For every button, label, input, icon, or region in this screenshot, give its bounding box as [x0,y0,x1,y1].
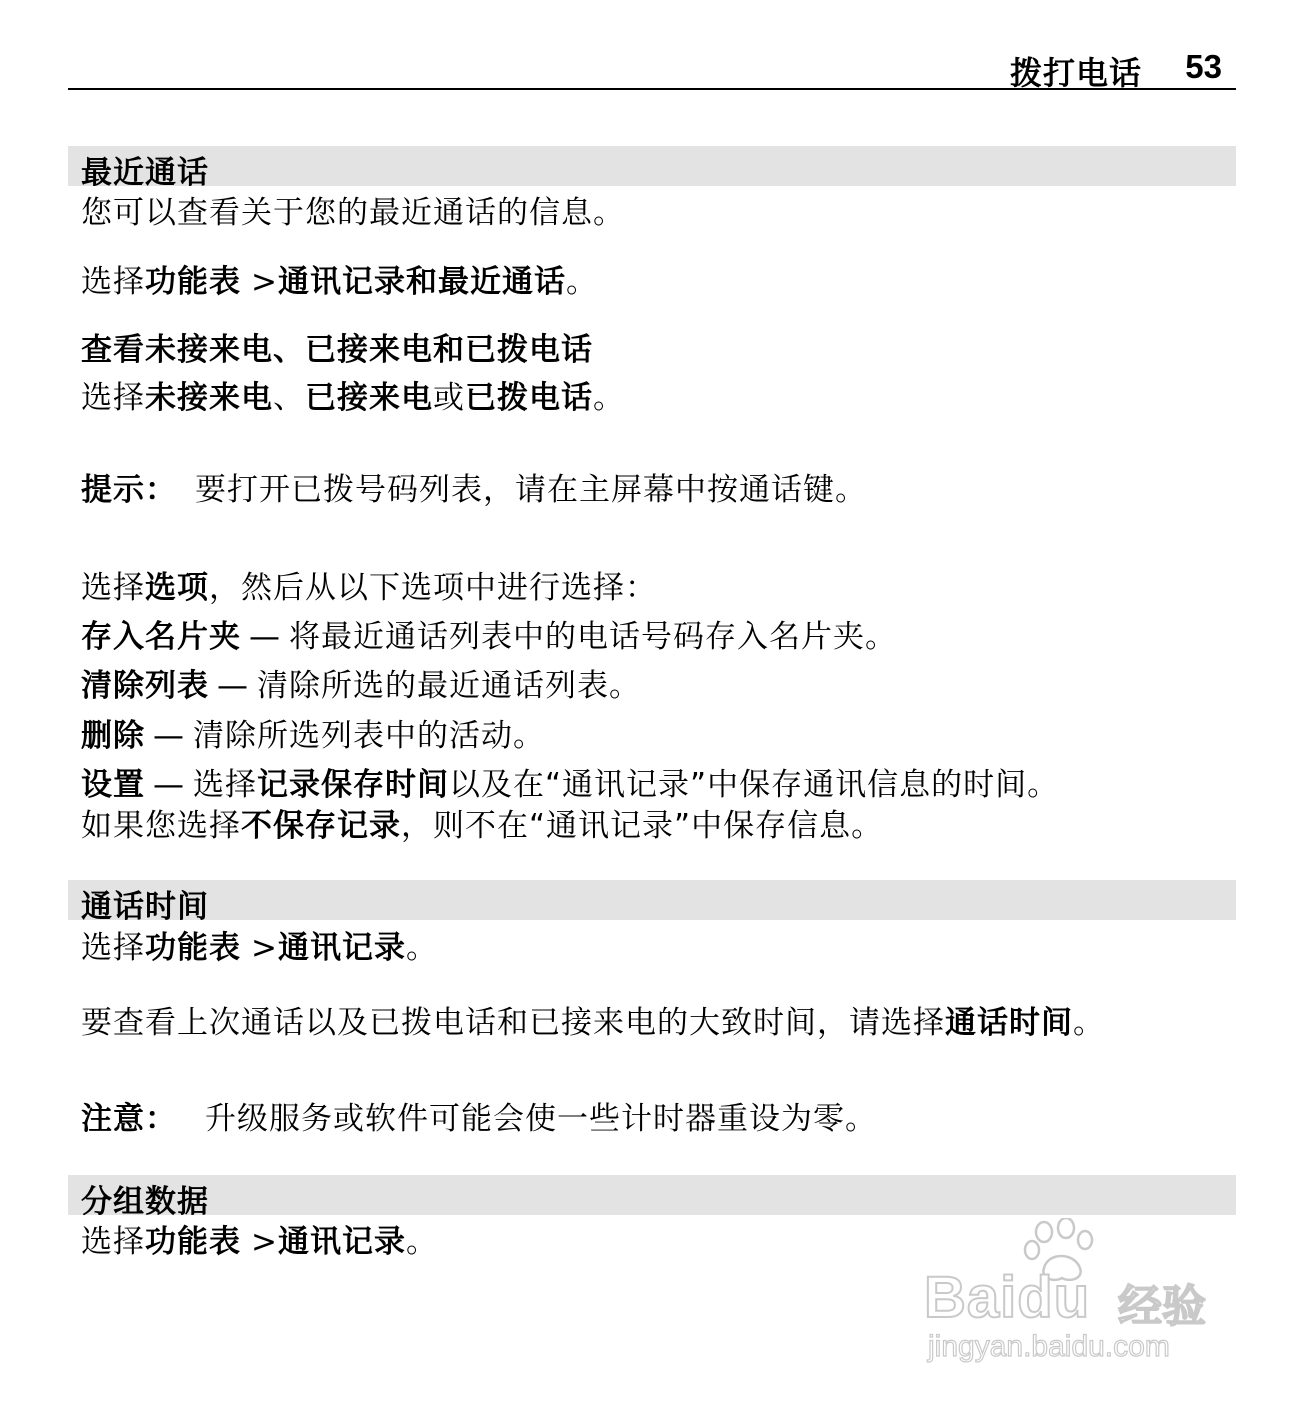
option-clear-list [81,666,641,706]
option-label[interactable]: 设置 [81,767,145,803]
options-link[interactable]: 选项 [145,570,209,606]
separator: 、 [273,380,305,416]
option-description: 将最近通话列表中的电话号码存入名片夹。 [289,619,897,655]
description-end: 。 [1073,1005,1105,1041]
options-suffix: ，然后从以下选项中进行选择： [209,570,657,606]
em-dash: — [249,619,281,655]
option-label[interactable]: 存入名片夹 [81,619,241,655]
log-duration-link[interactable]: 记录保存时间 [257,767,449,803]
option-delete [81,716,545,756]
section-title: 最近通话 [81,155,209,191]
menu-link[interactable]: 功能表 [145,1224,241,1260]
path-prefix: 选择 [81,264,145,300]
path-separator: > [251,1224,278,1260]
received-calls-link[interactable]: 已接来电 [305,380,433,416]
watermark-brand: Baidu [924,1265,1091,1330]
note-text: 升级服务或软件可能会使一些计时器重设为零。 [205,1101,877,1137]
watermark-cn: 经验 [1118,1281,1206,1332]
em-dash: — [217,668,249,704]
path-prefix: 选择 [81,930,145,966]
chapter-title: 拨打电话 [1009,54,1142,92]
recent-calls-intro: 您可以查看关于您的最近通话的信息。 [81,195,625,231]
page-number: 53 [1185,48,1222,85]
path-end: 。 [405,930,438,966]
instruction-end: 。 [593,380,625,416]
em-dash: — [153,767,185,803]
view-calls-instruction [81,378,625,418]
settings-note: 如果您选择 [81,808,241,844]
option-label[interactable]: 清除列表 [81,668,209,704]
path-end: 。 [565,264,598,300]
option-description: 清除所选列表中的活动。 [193,718,545,754]
log-link[interactable]: 通讯记录 [277,1224,406,1260]
option-description: 选择 [193,767,257,803]
path-separator: > [251,264,278,300]
call-duration-link[interactable]: 通话时间 [945,1005,1073,1041]
section-heading-call-duration [68,880,1236,925]
watermark-url: jingyan.baidu.com [928,1330,1170,1363]
path-prefix: 选择 [81,1224,145,1260]
dialled-calls-link[interactable]: 已拨电话 [465,380,593,416]
path-separator: > [251,930,278,966]
tip-text: 要打开已拨号码列表，请在主屏幕中按通话键。 [195,472,867,508]
menu-link[interactable]: 功能表 [145,264,241,300]
log-link[interactable]: 通讯记录和最近通话 [277,264,566,300]
description-text: 要查看上次通话以及已拨电话和已接来电的大致时间，请选择 [81,1005,945,1041]
option-settings-continued [81,806,883,846]
note-label: 注意： [81,1101,177,1137]
instruction-prefix: 选择 [81,380,145,416]
section-title: 分组数据 [81,1184,209,1220]
section-heading-recent-calls [68,146,1236,191]
log-link[interactable]: 通讯记录 [277,930,406,966]
call-duration-description [81,1003,1105,1043]
options-intro [81,568,657,608]
subsection-heading-view-calls: 查看未接来电、已接来电和已拨电话 [81,332,593,368]
menu-link[interactable]: 功能表 [145,930,241,966]
section-heading-packet-data [68,1175,1236,1220]
option-description: 清除所选的最近通话列表。 [257,668,641,704]
option-settings [81,765,1059,805]
option-save-to-contacts [81,617,897,657]
option-description: 以及在“通讯记录”中保存通讯信息的时间。 [449,767,1060,803]
options-prefix: 选择 [81,570,145,606]
no-log-link[interactable]: 不保存记录 [241,808,401,844]
packet-data-path [81,1222,438,1262]
path-end: 。 [405,1224,438,1260]
call-duration-path [81,928,438,968]
tip-paragraph [81,470,867,510]
baidu-jingyan-watermark [922,1218,1222,1368]
em-dash: — [153,718,185,754]
tip-label: 提示： [81,472,177,508]
option-label[interactable]: 删除 [81,718,145,754]
section-title: 通话时间 [81,889,209,925]
page-header [68,44,1236,90]
separator: 或 [433,380,465,416]
recent-calls-path [81,262,598,302]
missed-calls-link[interactable]: 未接来电 [145,380,273,416]
settings-note: ，则不在“通讯记录”中保存信息。 [401,808,884,844]
note-paragraph [81,1099,877,1139]
